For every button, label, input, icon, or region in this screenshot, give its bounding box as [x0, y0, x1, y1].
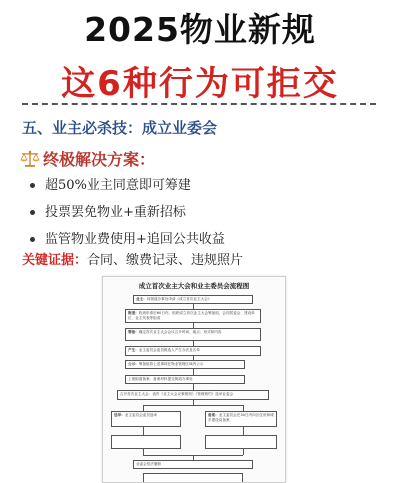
flow-box: 产生：业主委员会委员候选人产生办法及名单	[125, 346, 261, 356]
flow-box	[111, 435, 181, 449]
key-evidence	[22, 249, 243, 268]
scales-icon	[20, 150, 40, 168]
bullet-icon	[30, 210, 35, 215]
flow-box	[205, 435, 277, 449]
flow-box: 业主：向街道办事处申请《成立首次业主大会》	[133, 295, 253, 304]
solution-list	[30, 172, 225, 253]
list-item-text: 投票罢免物业+重新招标	[45, 205, 186, 220]
list-item	[30, 172, 225, 199]
section-heading: 五、业主必杀技：成立业委会	[22, 119, 218, 137]
flow-box: 召开首次业主大会：表决《业主大会议事规则》《管理规约》选举业委会	[117, 390, 269, 400]
page-subtitle: 这6种行为可拒交	[61, 64, 339, 104]
flow-box: 上报街道备案：备案材料提交街道办事处	[125, 375, 245, 384]
evidence-label: 关键证据：	[22, 253, 88, 268]
flow-box: 业委会依法履职	[133, 460, 253, 469]
flow-box: 筹备：确定首次业主大会会议召开时间、地点、形式和内容	[125, 328, 261, 341]
solution-label: 终极解决方案：	[43, 150, 156, 169]
list-item-text: 超50%业主同意即可筹建	[45, 178, 191, 193]
bullet-icon	[30, 237, 35, 242]
flow-box: 公示：筹备组将上述事项在物业管理区域内公示	[125, 360, 245, 369]
list-item	[30, 199, 225, 226]
flowchart-image	[102, 276, 286, 483]
page-title: 2025物业新规	[84, 10, 316, 49]
solution-heading	[20, 147, 155, 170]
flow-box: 街道：收到申请后60日内，组织成立首次业主大会筹备组，会同居委会、建设单位、业主代表等组成	[125, 309, 261, 323]
dashed-divider	[22, 103, 376, 105]
flow-box	[143, 473, 243, 483]
bullet-icon	[30, 183, 35, 188]
flowchart-title: 成立首次业主大会和业主委员会流程图	[138, 282, 250, 290]
evidence-text: 合同、缴费记录、违规照片	[87, 253, 244, 268]
flow-box: 备案：业主委员会在30日内向区住房和城乡建设局备案	[205, 411, 277, 427]
list-item-text: 监管物业费使用+追回公共收益	[45, 232, 225, 247]
flow-box: 选举：业主委员会委员选举	[111, 411, 181, 427]
